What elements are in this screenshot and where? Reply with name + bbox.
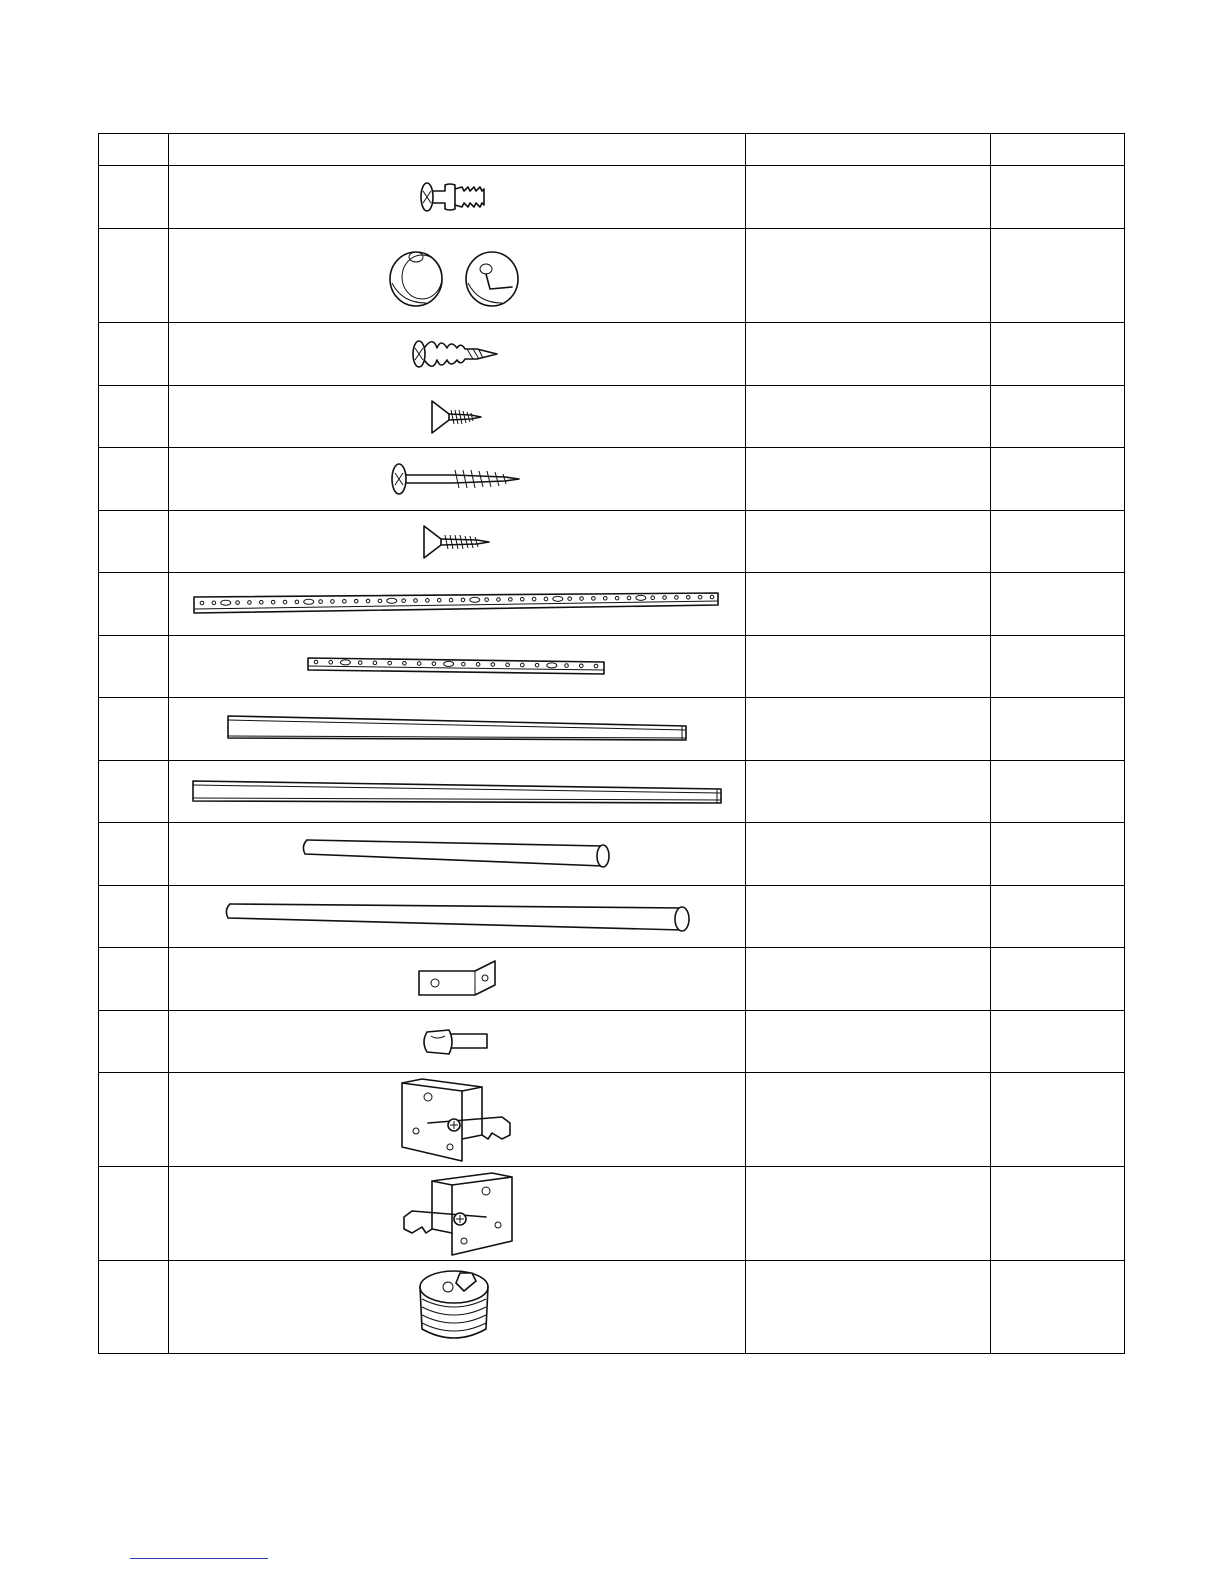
rail-hole: [535, 663, 539, 667]
table-row: [99, 511, 1125, 573]
description-cell: [746, 386, 991, 448]
header-cell-picture: [169, 134, 746, 166]
rail-hole: [553, 596, 563, 601]
rail-hole: [449, 598, 453, 602]
drywall-anchor-icon: [407, 334, 507, 374]
rail-hole: [236, 601, 240, 605]
rail-hole: [358, 660, 362, 664]
rail-hole: [366, 599, 370, 603]
table-row: [99, 698, 1125, 761]
rail-hole: [444, 661, 454, 666]
description-cell: [746, 448, 991, 511]
medium-channel-rail-icon: [224, 712, 690, 746]
description-cell: [746, 1011, 991, 1073]
short-hanging-rod-icon: [299, 834, 615, 874]
quantity-cell: [991, 448, 1125, 511]
rail-hole: [271, 600, 275, 604]
rail-hole: [221, 600, 231, 605]
rail-hole: [698, 595, 702, 599]
rail-hole: [532, 597, 536, 601]
table-row: [99, 229, 1125, 323]
rail-hole: [594, 664, 598, 668]
row-number-cell: [99, 448, 169, 511]
rail-hole: [520, 597, 524, 601]
row-number-cell: [99, 698, 169, 761]
rail-hole: [417, 661, 421, 665]
table-row: [99, 386, 1125, 448]
quantity-cell: [991, 761, 1125, 823]
rail-hole: [627, 596, 631, 600]
row-number-cell: [99, 511, 169, 573]
row-number-cell: [99, 386, 169, 448]
rail-hole: [521, 663, 525, 667]
rail-hole: [470, 597, 480, 602]
row-number-cell: [99, 948, 169, 1011]
rail-hole: [340, 659, 350, 664]
rail-hole: [462, 662, 466, 666]
shelf-pin-cap-icon: [382, 241, 532, 311]
rail-hole: [651, 596, 655, 600]
description-cell: [746, 886, 991, 948]
description-cell: [746, 948, 991, 1011]
short-perforated-rail-icon: [306, 652, 608, 682]
part-image-cell: [169, 229, 746, 323]
quantity-cell: [991, 1073, 1125, 1167]
rail-hole: [675, 596, 679, 600]
quantity-cell: [991, 323, 1125, 386]
left-cabinet-hanger-bracket-icon: [392, 1171, 522, 1257]
rail-hole: [636, 595, 646, 600]
quantity-cell: [991, 698, 1125, 761]
rail-hole: [260, 601, 264, 605]
rail-hole: [663, 596, 667, 600]
rail-hole: [354, 599, 358, 603]
rail-hole: [686, 595, 690, 599]
rail-hole: [491, 662, 495, 666]
row-number-cell: [99, 761, 169, 823]
description-cell: [746, 166, 991, 229]
description-cell: [746, 1167, 991, 1261]
table-row: [99, 1261, 1125, 1354]
row-number-cell: [99, 1011, 169, 1073]
description-cell: [746, 636, 991, 698]
part-image-cell: [169, 886, 746, 948]
rail-hole: [295, 600, 299, 604]
row-number-cell: [99, 1167, 169, 1261]
rail-hole: [403, 661, 407, 665]
long-perforated-rail-icon: [192, 589, 722, 619]
rail-hole: [579, 663, 583, 667]
l-bracket-icon: [415, 957, 499, 1001]
part-image-cell: [169, 386, 746, 448]
rail-hole: [304, 599, 314, 604]
quantity-cell: [991, 948, 1125, 1011]
rail-hole: [387, 598, 397, 603]
rail-hole: [509, 598, 513, 602]
table-row: [99, 1073, 1125, 1167]
long-pan-head-screw-icon: [387, 459, 527, 499]
part-image-cell: [169, 948, 746, 1011]
table-row: [99, 448, 1125, 511]
long-hanging-rod-icon: [222, 896, 692, 938]
part-image-cell: [169, 323, 746, 386]
description-cell: [746, 698, 991, 761]
rail-hole: [476, 662, 480, 666]
shelf-support-pin-icon: [417, 1022, 497, 1062]
parts-list-table: [98, 133, 1125, 1354]
table-row: [99, 573, 1125, 636]
rail-hole: [432, 661, 436, 665]
right-cabinet-hanger-bracket-icon: [392, 1077, 522, 1163]
description-cell: [746, 1261, 991, 1354]
rail-hole: [426, 599, 430, 603]
part-image-cell: [169, 636, 746, 698]
rail-hole: [485, 598, 489, 602]
part-image-cell: [169, 511, 746, 573]
rail-hole: [615, 596, 619, 600]
quantity-cell: [991, 386, 1125, 448]
part-image-cell: [169, 1261, 746, 1354]
table-row: [99, 636, 1125, 698]
rail-hole: [343, 600, 347, 604]
rail-hole: [388, 661, 392, 665]
part-image-cell: [169, 1011, 746, 1073]
flat-head-screw-icon: [419, 522, 495, 562]
table-row: [99, 1011, 1125, 1073]
row-number-cell: [99, 573, 169, 636]
part-image-cell: [169, 1167, 746, 1261]
row-number-cell: [99, 886, 169, 948]
row-number-cell: [99, 229, 169, 323]
rail-hole: [544, 597, 548, 601]
table-row: [99, 886, 1125, 948]
rail-hole: [319, 600, 323, 604]
header-cell-quantity: [991, 134, 1125, 166]
table-row: [99, 166, 1125, 229]
rail-hole: [592, 597, 596, 601]
row-number-cell: [99, 823, 169, 886]
rail-hole: [414, 599, 418, 603]
table-row: [99, 948, 1125, 1011]
row-number-cell: [99, 1261, 169, 1354]
rail-hole: [378, 599, 382, 603]
part-image-cell: [169, 761, 746, 823]
description-cell: [746, 323, 991, 386]
quantity-cell: [991, 511, 1125, 573]
cam-lock-nut-icon: [412, 1265, 502, 1349]
part-image-cell: [169, 1073, 746, 1167]
table-header-row: [99, 134, 1125, 166]
rail-hole: [565, 663, 569, 667]
rail-hole: [461, 598, 465, 602]
rail-hole: [547, 662, 557, 667]
part-image-cell: [169, 823, 746, 886]
part-image-cell: [169, 573, 746, 636]
rail-hole: [437, 598, 441, 602]
part-image-cell: [169, 166, 746, 229]
rail-hole: [314, 660, 318, 664]
rail-hole: [568, 597, 572, 601]
rail-hole: [212, 601, 216, 605]
description-cell: [746, 823, 991, 886]
description-cell: [746, 511, 991, 573]
rail-hole: [329, 660, 333, 664]
header-cell-description: [746, 134, 991, 166]
description-cell: [746, 229, 991, 323]
quantity-cell: [991, 823, 1125, 886]
row-number-cell: [99, 323, 169, 386]
description-cell: [746, 573, 991, 636]
rail-hole: [710, 595, 714, 599]
rail-hole: [248, 601, 252, 605]
quantity-cell: [991, 1167, 1125, 1261]
quantity-cell: [991, 573, 1125, 636]
description-cell: [746, 761, 991, 823]
rail-hole: [200, 601, 204, 605]
rail-hole: [506, 662, 510, 666]
table-row: [99, 323, 1125, 386]
part-image-cell: [169, 448, 746, 511]
quantity-cell: [991, 229, 1125, 323]
description-cell: [746, 1073, 991, 1167]
quantity-cell: [991, 166, 1125, 229]
table-row: [99, 823, 1125, 886]
quantity-cell: [991, 636, 1125, 698]
rail-hole: [580, 597, 584, 601]
row-number-cell: [99, 1073, 169, 1167]
row-number-cell: [99, 166, 169, 229]
rail-hole: [497, 598, 501, 602]
row-number-cell: [99, 636, 169, 698]
quantity-cell: [991, 1261, 1125, 1354]
rail-hole: [373, 661, 377, 665]
rail-hole: [603, 596, 607, 600]
part-image-cell: [169, 698, 746, 761]
short-flat-head-screw-icon: [427, 397, 487, 437]
table-row: [99, 761, 1125, 823]
quantity-cell: [991, 886, 1125, 948]
table-row: [99, 1167, 1125, 1261]
cam-bolt-icon: [412, 177, 502, 217]
header-cell-number: [99, 134, 169, 166]
quantity-cell: [991, 1011, 1125, 1073]
rail-hole: [331, 600, 335, 604]
long-channel-rail-icon: [189, 777, 725, 807]
footer-link-underline[interactable]: [130, 1558, 268, 1559]
rail-hole: [402, 599, 406, 603]
rail-hole: [283, 600, 287, 604]
